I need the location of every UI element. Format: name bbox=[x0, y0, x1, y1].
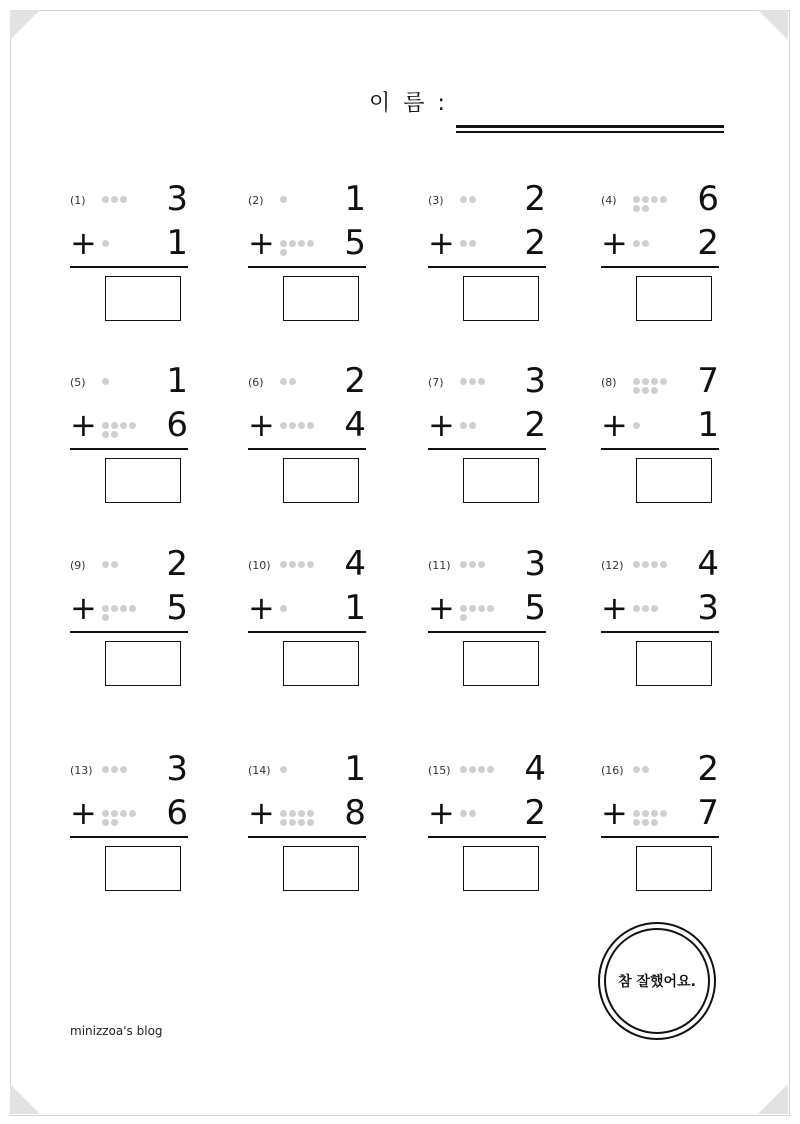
dot-icon bbox=[642, 196, 649, 203]
answer-box[interactable] bbox=[463, 276, 539, 321]
corner-decoration bbox=[10, 1084, 40, 1114]
problem-number: (13) bbox=[70, 764, 93, 777]
top-addend: 2 bbox=[166, 544, 188, 584]
dot-icon bbox=[298, 819, 305, 826]
bottom-counting-dots bbox=[460, 810, 500, 817]
problem-2 bbox=[248, 180, 378, 340]
answer-box[interactable] bbox=[105, 458, 181, 503]
bottom-counting-dots bbox=[633, 605, 673, 612]
dot-icon bbox=[651, 561, 658, 568]
bottom-counting-dots bbox=[460, 240, 500, 247]
problem-number: (6) bbox=[248, 376, 264, 389]
dot-icon bbox=[289, 240, 296, 247]
corner-decoration bbox=[758, 10, 788, 40]
bottom-counting-dots bbox=[102, 240, 142, 247]
answer-box[interactable] bbox=[463, 641, 539, 686]
top-counting-dots bbox=[633, 378, 673, 394]
plus-sign: + bbox=[601, 589, 628, 627]
bottom-counting-dots bbox=[102, 605, 142, 621]
problem-number: (3) bbox=[428, 194, 444, 207]
dot-icon bbox=[280, 196, 287, 203]
sum-line bbox=[428, 448, 546, 450]
dot-icon bbox=[460, 378, 467, 385]
dot-icon bbox=[102, 810, 109, 817]
sum-line bbox=[248, 836, 366, 838]
bottom-counting-dots bbox=[280, 605, 320, 612]
dot-icon bbox=[487, 766, 494, 773]
dot-icon bbox=[660, 378, 667, 385]
bottom-counting-dots bbox=[280, 240, 320, 256]
dot-icon bbox=[289, 819, 296, 826]
problem-14 bbox=[248, 750, 378, 910]
problem-6 bbox=[248, 362, 378, 522]
blog-credit: minizzoa's blog bbox=[70, 1024, 163, 1038]
dot-icon bbox=[478, 378, 485, 385]
bottom-counting-dots bbox=[280, 422, 320, 429]
top-addend: 7 bbox=[697, 361, 719, 401]
answer-box[interactable] bbox=[283, 458, 359, 503]
top-addend: 1 bbox=[344, 749, 366, 789]
bottom-addend: 7 bbox=[697, 793, 719, 833]
problem-5 bbox=[70, 362, 200, 522]
problem-number: (8) bbox=[601, 376, 617, 389]
dot-icon bbox=[651, 810, 658, 817]
top-counting-dots bbox=[460, 378, 500, 385]
top-counting-dots bbox=[102, 378, 142, 385]
bottom-counting-dots bbox=[633, 810, 673, 826]
bottom-addend: 8 bbox=[344, 793, 366, 833]
problem-12 bbox=[601, 545, 731, 705]
top-addend: 2 bbox=[344, 361, 366, 401]
bottom-addend: 5 bbox=[344, 223, 366, 263]
bottom-addend: 5 bbox=[524, 588, 546, 628]
plus-sign: + bbox=[601, 794, 628, 832]
answer-box[interactable] bbox=[283, 641, 359, 686]
top-addend: 3 bbox=[166, 749, 188, 789]
dot-icon bbox=[487, 605, 494, 612]
dot-icon bbox=[469, 240, 476, 247]
dot-icon bbox=[129, 605, 136, 612]
dot-icon bbox=[307, 810, 314, 817]
plus-sign: + bbox=[601, 224, 628, 262]
problem-number: (14) bbox=[248, 764, 271, 777]
stamp-text: 참 잘했어요. bbox=[604, 928, 710, 1034]
plus-sign: + bbox=[428, 589, 455, 627]
dot-icon bbox=[460, 561, 467, 568]
problem-number: (4) bbox=[601, 194, 617, 207]
dot-icon bbox=[660, 810, 667, 817]
top-addend: 2 bbox=[524, 179, 546, 219]
bottom-counting-dots bbox=[633, 422, 673, 429]
dot-icon bbox=[289, 378, 296, 385]
top-addend: 4 bbox=[344, 544, 366, 584]
dot-icon bbox=[111, 605, 118, 612]
dot-icon bbox=[289, 422, 296, 429]
top-counting-dots bbox=[102, 196, 142, 203]
plus-sign: + bbox=[248, 224, 275, 262]
bottom-addend: 3 bbox=[697, 588, 719, 628]
problem-number: (16) bbox=[601, 764, 624, 777]
dot-icon bbox=[642, 240, 649, 247]
dot-icon bbox=[460, 614, 467, 621]
dot-icon bbox=[129, 422, 136, 429]
dot-icon bbox=[642, 387, 649, 394]
problem-number: (15) bbox=[428, 764, 451, 777]
bottom-addend: 2 bbox=[524, 405, 546, 445]
dot-icon bbox=[298, 422, 305, 429]
dot-icon bbox=[469, 561, 476, 568]
problem-3 bbox=[428, 180, 558, 340]
dot-icon bbox=[280, 249, 287, 256]
plus-sign: + bbox=[428, 406, 455, 444]
dot-icon bbox=[469, 605, 476, 612]
sum-line bbox=[248, 266, 366, 268]
dot-icon bbox=[651, 378, 658, 385]
problem-number: (11) bbox=[428, 559, 451, 572]
top-addend: 6 bbox=[697, 179, 719, 219]
dot-icon bbox=[469, 378, 476, 385]
sum-line bbox=[428, 266, 546, 268]
bottom-counting-dots bbox=[102, 810, 142, 826]
top-counting-dots bbox=[102, 766, 142, 773]
dot-icon bbox=[102, 196, 109, 203]
answer-box[interactable] bbox=[105, 846, 181, 891]
answer-box[interactable] bbox=[463, 846, 539, 891]
answer-box[interactable] bbox=[283, 846, 359, 891]
dot-icon bbox=[111, 561, 118, 568]
top-counting-dots bbox=[633, 196, 673, 212]
dot-icon bbox=[633, 561, 640, 568]
dot-icon bbox=[102, 561, 109, 568]
dot-icon bbox=[633, 205, 640, 212]
plus-sign: + bbox=[248, 589, 275, 627]
sum-line bbox=[601, 631, 719, 633]
dot-icon bbox=[660, 196, 667, 203]
plus-sign: + bbox=[248, 406, 275, 444]
answer-box[interactable] bbox=[636, 641, 712, 686]
dot-icon bbox=[633, 810, 640, 817]
top-addend: 4 bbox=[697, 544, 719, 584]
dot-icon bbox=[642, 378, 649, 385]
plus-sign: + bbox=[70, 794, 97, 832]
problem-11 bbox=[428, 545, 558, 705]
dot-icon bbox=[102, 431, 109, 438]
answer-box[interactable] bbox=[105, 276, 181, 321]
dot-icon bbox=[102, 605, 109, 612]
sum-line bbox=[248, 631, 366, 633]
bottom-addend: 2 bbox=[524, 223, 546, 263]
dot-icon bbox=[642, 205, 649, 212]
top-counting-dots bbox=[280, 378, 320, 385]
top-addend: 1 bbox=[166, 361, 188, 401]
top-counting-dots bbox=[280, 196, 320, 203]
problem-number: (1) bbox=[70, 194, 86, 207]
dot-icon bbox=[120, 810, 127, 817]
sum-line bbox=[428, 631, 546, 633]
bottom-counting-dots bbox=[633, 240, 673, 247]
problem-16 bbox=[601, 750, 731, 910]
top-counting-dots bbox=[633, 766, 673, 773]
top-counting-dots bbox=[280, 561, 320, 568]
top-counting-dots bbox=[280, 766, 320, 773]
dot-icon bbox=[651, 387, 658, 394]
dot-icon bbox=[102, 766, 109, 773]
problem-number: (9) bbox=[70, 559, 86, 572]
praise-stamp bbox=[598, 922, 716, 1040]
dot-icon bbox=[469, 766, 476, 773]
dot-icon bbox=[307, 561, 314, 568]
problem-number: (12) bbox=[601, 559, 624, 572]
dot-icon bbox=[633, 422, 640, 429]
answer-box[interactable] bbox=[105, 641, 181, 686]
bottom-counting-dots bbox=[460, 605, 500, 621]
bottom-addend: 4 bbox=[344, 405, 366, 445]
sum-line bbox=[601, 448, 719, 450]
sum-line bbox=[601, 266, 719, 268]
dot-icon bbox=[633, 196, 640, 203]
top-addend: 3 bbox=[524, 361, 546, 401]
dot-icon bbox=[120, 766, 127, 773]
problem-number: (10) bbox=[248, 559, 271, 572]
dot-icon bbox=[460, 605, 467, 612]
top-counting-dots bbox=[460, 766, 500, 773]
sum-line bbox=[248, 448, 366, 450]
sum-line bbox=[428, 836, 546, 838]
dot-icon bbox=[633, 766, 640, 773]
bottom-addend: 6 bbox=[166, 793, 188, 833]
dot-icon bbox=[469, 422, 476, 429]
dot-icon bbox=[280, 766, 287, 773]
problem-4 bbox=[601, 180, 731, 340]
dot-icon bbox=[102, 422, 109, 429]
dot-icon bbox=[651, 196, 658, 203]
dot-icon bbox=[642, 819, 649, 826]
answer-box[interactable] bbox=[283, 276, 359, 321]
top-counting-dots bbox=[460, 196, 500, 203]
dot-icon bbox=[289, 561, 296, 568]
answer-box[interactable] bbox=[463, 458, 539, 503]
dot-icon bbox=[307, 240, 314, 247]
top-counting-dots bbox=[102, 561, 142, 568]
dot-icon bbox=[469, 810, 476, 817]
top-addend: 3 bbox=[166, 179, 188, 219]
problem-8 bbox=[601, 362, 731, 522]
problem-15 bbox=[428, 750, 558, 910]
dot-icon bbox=[642, 561, 649, 568]
corner-decoration bbox=[758, 1084, 788, 1114]
dot-icon bbox=[120, 422, 127, 429]
dot-icon bbox=[111, 810, 118, 817]
dot-icon bbox=[460, 240, 467, 247]
dot-icon bbox=[102, 378, 109, 385]
bottom-addend: 5 bbox=[166, 588, 188, 628]
top-counting-dots bbox=[460, 561, 500, 568]
top-addend: 4 bbox=[524, 749, 546, 789]
dot-icon bbox=[111, 196, 118, 203]
dot-icon bbox=[280, 422, 287, 429]
dot-icon bbox=[298, 240, 305, 247]
plus-sign: + bbox=[428, 224, 455, 262]
dot-icon bbox=[469, 196, 476, 203]
dot-icon bbox=[460, 422, 467, 429]
dot-icon bbox=[280, 605, 287, 612]
name-field[interactable] bbox=[456, 125, 724, 133]
bottom-addend: 6 bbox=[166, 405, 188, 445]
dot-icon bbox=[633, 240, 640, 247]
dot-icon bbox=[280, 810, 287, 817]
bottom-addend: 1 bbox=[344, 588, 366, 628]
bottom-counting-dots bbox=[102, 422, 142, 438]
sum-line bbox=[70, 836, 188, 838]
plus-sign: + bbox=[428, 794, 455, 832]
dot-icon bbox=[478, 561, 485, 568]
problem-number: (7) bbox=[428, 376, 444, 389]
dot-icon bbox=[280, 378, 287, 385]
dot-icon bbox=[102, 240, 109, 247]
dot-icon bbox=[111, 431, 118, 438]
problem-10 bbox=[248, 545, 378, 705]
dot-icon bbox=[633, 378, 640, 385]
dot-icon bbox=[478, 766, 485, 773]
problem-1 bbox=[70, 180, 200, 340]
dot-icon bbox=[120, 605, 127, 612]
plus-sign: + bbox=[70, 224, 97, 262]
plus-sign: + bbox=[248, 794, 275, 832]
dot-icon bbox=[129, 810, 136, 817]
plus-sign: + bbox=[601, 406, 628, 444]
top-addend: 2 bbox=[697, 749, 719, 789]
top-counting-dots bbox=[633, 561, 673, 568]
bottom-addend: 2 bbox=[524, 793, 546, 833]
dot-icon bbox=[280, 819, 287, 826]
corner-decoration bbox=[10, 10, 40, 40]
problem-13 bbox=[70, 750, 200, 910]
dot-icon bbox=[642, 810, 649, 817]
answer-box[interactable] bbox=[636, 458, 712, 503]
sum-line bbox=[601, 836, 719, 838]
dot-icon bbox=[633, 819, 640, 826]
name-label: 이 름 : bbox=[369, 91, 448, 116]
dot-icon bbox=[642, 605, 649, 612]
sum-line bbox=[70, 448, 188, 450]
dot-icon bbox=[289, 810, 296, 817]
dot-icon bbox=[280, 561, 287, 568]
dot-icon bbox=[651, 819, 658, 826]
dot-icon bbox=[280, 240, 287, 247]
dot-icon bbox=[633, 605, 640, 612]
dot-icon bbox=[307, 422, 314, 429]
dot-icon bbox=[120, 196, 127, 203]
sum-line bbox=[70, 266, 188, 268]
dot-icon bbox=[111, 766, 118, 773]
dot-icon bbox=[642, 766, 649, 773]
dot-icon bbox=[307, 819, 314, 826]
bottom-counting-dots bbox=[280, 810, 320, 826]
dot-icon bbox=[102, 819, 109, 826]
dot-icon bbox=[660, 561, 667, 568]
bottom-addend: 1 bbox=[697, 405, 719, 445]
top-addend: 3 bbox=[524, 544, 546, 584]
dot-icon bbox=[111, 819, 118, 826]
problem-7 bbox=[428, 362, 558, 522]
dot-icon bbox=[633, 387, 640, 394]
sum-line bbox=[70, 631, 188, 633]
top-addend: 1 bbox=[344, 179, 366, 219]
problem-number: (5) bbox=[70, 376, 86, 389]
dot-icon bbox=[298, 810, 305, 817]
dot-icon bbox=[651, 605, 658, 612]
problem-9 bbox=[70, 545, 200, 705]
bottom-addend: 1 bbox=[166, 223, 188, 263]
dot-icon bbox=[460, 196, 467, 203]
bottom-addend: 2 bbox=[697, 223, 719, 263]
plus-sign: + bbox=[70, 589, 97, 627]
plus-sign: + bbox=[70, 406, 97, 444]
bottom-counting-dots bbox=[460, 422, 500, 429]
problem-number: (2) bbox=[248, 194, 264, 207]
dot-icon bbox=[102, 614, 109, 621]
dot-icon bbox=[298, 561, 305, 568]
dot-icon bbox=[111, 422, 118, 429]
dot-icon bbox=[460, 766, 467, 773]
dot-icon bbox=[460, 810, 467, 817]
dot-icon bbox=[478, 605, 485, 612]
answer-box[interactable] bbox=[636, 276, 712, 321]
answer-box[interactable] bbox=[636, 846, 712, 891]
